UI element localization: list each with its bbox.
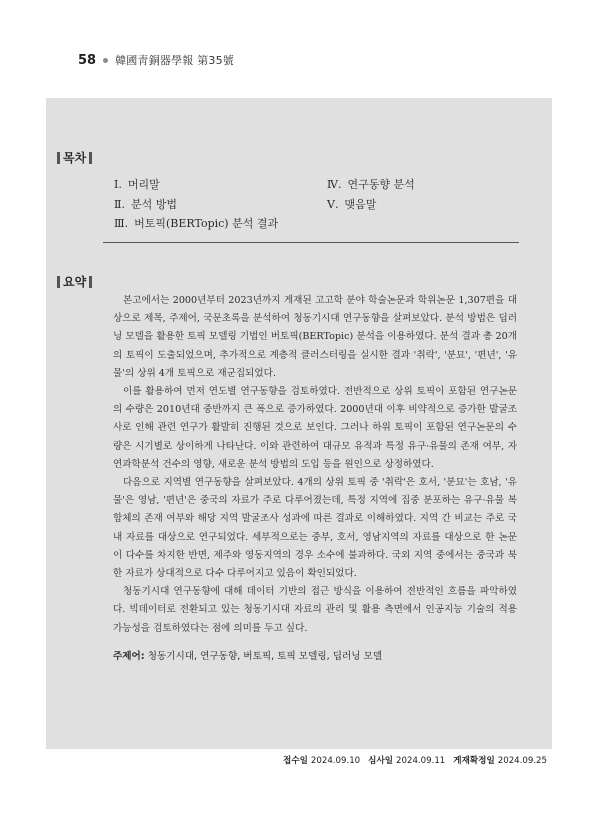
accepted-date-value: 2024.09.25 xyxy=(497,756,547,766)
toc-item xyxy=(327,176,415,192)
abstract-heading-label: 요약 xyxy=(63,275,87,289)
toc-item xyxy=(114,196,177,212)
reviewed-date xyxy=(368,754,445,766)
heading-bar-icon xyxy=(89,276,92,288)
heading-bar-icon xyxy=(57,276,60,288)
abstract-heading xyxy=(57,273,92,290)
toc-item-number: Ⅲ. xyxy=(114,217,129,230)
accepted-date xyxy=(453,754,547,766)
accepted-date-label: 게재확정일 xyxy=(453,756,495,766)
keywords-value: 청동기시대, 연구동향, 버토픽, 토픽 모델링, 딥러닝 모델 xyxy=(147,651,383,662)
toc-heading xyxy=(57,149,92,166)
page-number: 58 xyxy=(78,52,97,68)
section-divider xyxy=(103,242,519,243)
abstract-paragraph: 다음으로 지역별 연구동향을 살펴보았다. 4개의 상위 토픽 중 '취락'은 호서, '분묘'는 호남, '유물'은 영남, '편년'은 중국의 자료가 주로 다루어졌는데, 특정 지역에 집중 분포하는 유구·유물 복합체의 존재 여부와 해당 지역 발굴조사 성과에 따른 결과로 이해하였다. 지역 간 비교는 주로 국내 자료를 대상으로 연구되었다. 세부적으로는 중부, 호서, 영남지역의 자료를 대상으로 한 논문이 다수를 차지한 반면, 제주와 영동지역의 경우 소수에 불과하다. 국외 지역 중에서는 중국과 북한 자료가 상대적으로 다수 다루어지고 있음이 확인되었다. xyxy=(113,477,517,580)
submission-dates xyxy=(283,754,547,766)
journal-title: 韓國靑銅器學報 第35號 xyxy=(115,54,234,67)
keywords-line xyxy=(113,648,382,662)
toc-item-label: 연구동향 분석 xyxy=(347,178,415,191)
toc-item-label: 버토픽(BERTopic) 분석 결과 xyxy=(134,217,279,230)
received-date-label: 접수일 xyxy=(283,756,308,766)
toc-item-number: Ⅱ. xyxy=(114,198,125,211)
bullet-dot-icon xyxy=(103,58,108,63)
received-date xyxy=(283,754,360,766)
abstract-paragraph: 청동기시대 연구동향에 대해 데이터 기반의 접근 방식을 이용하여 전반적인 흐름을 파악하였다. 빅데이터로 전환되고 있는 청동기시대 자료의 관리 및 활용 측면에서 인공지능 기술의 적용 가능성을 검토하였다는 점에 의미를 두고 싶다. xyxy=(113,586,517,634)
abstract-paragraph: 본고에서는 2000년부터 2023년까지 게재된 고고학 분야 학술논문과 학위논문 1,307편을 대상으로 제목, 주제어, 국문초록을 분석하여 청동기시대 연구동향을 살펴보았다. 분석 방법은 딥러닝 모델을 활용한 토픽 모델링 기법인 버토픽(BERTopic) 분석을 이용하였다. 분석 결과 총 20개의 토픽이 도출되었으며, 추가적으로 계층적 클러스터링을 실시한 결과 '취락', '분묘', '편년', '유물'의 상위 4개 토픽으로 재군집되었다. xyxy=(113,295,517,379)
heading-bar-icon xyxy=(57,152,60,164)
reviewed-date-label: 심사일 xyxy=(368,756,394,766)
heading-bar-icon xyxy=(89,152,92,164)
toc-item xyxy=(327,196,376,212)
toc-item-label: 맺음말 xyxy=(344,198,377,211)
toc-heading-label: 목차 xyxy=(63,151,87,165)
reviewed-date-value: 2024.09.11 xyxy=(396,756,446,766)
toc-item-label: 머리말 xyxy=(127,178,160,191)
toc-item xyxy=(114,176,160,192)
toc-item-number: Ⅴ. xyxy=(327,198,339,211)
abstract-body xyxy=(113,292,517,638)
toc-item-number: Ⅰ. xyxy=(114,178,122,191)
toc-item xyxy=(114,215,278,231)
toc-item-label: 분석 방법 xyxy=(130,198,177,211)
abstract-paragraph: 이를 활용하여 먼저 연도별 연구동향을 검토하였다. 전반적으로 상위 토픽이 포함된 연구논문의 수량은 2010년대 중반까지 큰 폭으로 증가하였다. 2000년대 이후 비약적으로 증가한 발굴조사로 인해 관련 연구가 활발히 진행된 것으로 보인다. 그러나 하위 토픽이 포함된 연구논문의 수량은 시기별로 상이하게 나타난다. 이와 관련하여 대규모 유적과 특정 유구·유물의 존재 여부, 자연과학분석 건수의 영향, 새로운 분석 방법의 도입 등을 원인으로 상정하였다. xyxy=(113,386,517,470)
running-header xyxy=(78,51,234,69)
keywords-label: 주제어: xyxy=(113,651,145,662)
received-date-value: 2024.09.10 xyxy=(310,756,361,766)
toc-item-number: Ⅳ. xyxy=(327,178,342,191)
